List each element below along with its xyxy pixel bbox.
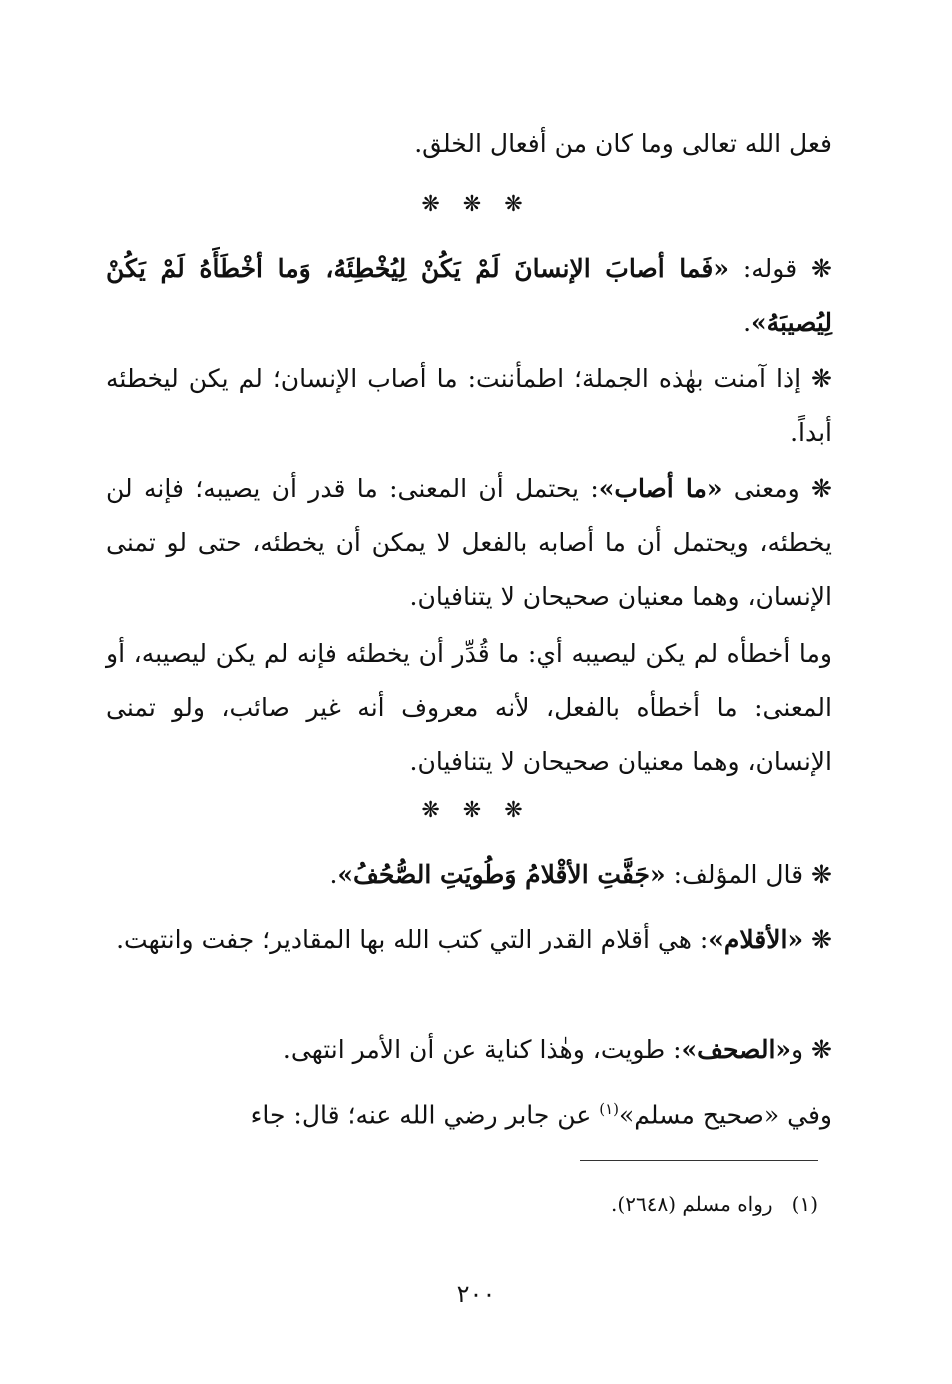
paragraph-prefix: ❋: [803, 925, 832, 954]
paragraph-hadith-intro: [106, 1082, 832, 1142]
section-separator: ❋ ❋ ❋: [421, 192, 531, 217]
paragraph-text: عن جابر رضي الله عنه؛ قال: جاء: [250, 1100, 600, 1130]
footnote: [611, 1192, 818, 1216]
bold-term: «الأقلام»: [708, 925, 804, 954]
quoted-text: «جَفَّتِ الأقْلامُ وَطُويَتِ الصُّحُفُ»: [337, 860, 666, 889]
footnote-divider: [580, 1160, 818, 1161]
paragraph-text: : يحتمل أن المعنى: ما قدر أن يصيبه؛ فإنه لن يخطئه، ويحتمل أن ما أصابه بالفعل لا يمكن أن يخطئه، حتى لو تمنى الإنسان، وهما معنيان صحيحان لا يتنافيان.: [106, 474, 832, 611]
bold-term: «الصحف»: [681, 1035, 792, 1064]
paragraph-text: وفي «صحيح مسلم»: [618, 1100, 832, 1130]
paragraph-scrolls: [106, 1023, 832, 1077]
paragraph-prefix: ❋ قوله:: [728, 254, 833, 283]
paragraph-prefix: ❋ ومعنى: [722, 474, 832, 503]
paragraph-prefix: ❋ و: [791, 1035, 832, 1064]
paragraph-explanation: [106, 352, 832, 460]
section-separator: ❋ ❋ ❋: [421, 798, 531, 823]
paragraph-second-meaning: [106, 627, 832, 789]
footnote-reference[interactable]: (١): [599, 1100, 619, 1118]
quoted-text: «فَما أصابَ الإنسانَ لَمْ يَكُنْ لِيُخْطِئَهُ، وَما أخْطَأَهُ لَمْ يَكُنْ لِيُصيبَهُ»: [106, 254, 832, 337]
bold-term: «ما أصاب»: [598, 474, 723, 503]
footnote-marker: (١): [791, 1192, 818, 1216]
paragraph-prefix: ❋ قال المؤلف:: [665, 860, 832, 889]
paragraph-pens: [106, 913, 832, 967]
paragraph-text: : طويت، وهٰذا كناية عن أن الأمر انتهى.: [282, 1035, 682, 1064]
paragraph-text: : هي أقلام القدر التي كتب الله بها المقادير؛ جفت وانتهت.: [116, 925, 709, 954]
paragraph-meaning: [106, 462, 832, 624]
footnote-text: رواه مسلم (٢٦٤٨).: [611, 1192, 773, 1216]
paragraph-text: وما أخطأه لم يكن ليصيبه أي: ما قُدِّر أن يخطئه فإنه لم يكن ليصيبه، أو المعنى: ما أخطأه بالفعل، لأنه معروف أنه غير صائب، ولو تمنى الإنسان، وهما معنيان صحيحان لا يتنافيان.: [106, 639, 832, 776]
paragraph-text: ❋ إذا آمنت بهٰذه الجملة؛ اطمأننت: ما أصاب الإنسان؛ لم يكن ليخطئه أبداً.: [106, 364, 832, 447]
paragraph-text: فعل الله تعالى وما كان من أفعال الخلق.: [414, 129, 832, 158]
paragraph-quote-verse: [106, 242, 832, 350]
page-number: ٢٠٠: [456, 1280, 496, 1308]
paragraph-author-quote: [106, 848, 832, 902]
paragraph-continuation: [106, 117, 832, 171]
paragraph-end: .: [743, 308, 752, 337]
paragraph-end: .: [329, 860, 338, 889]
